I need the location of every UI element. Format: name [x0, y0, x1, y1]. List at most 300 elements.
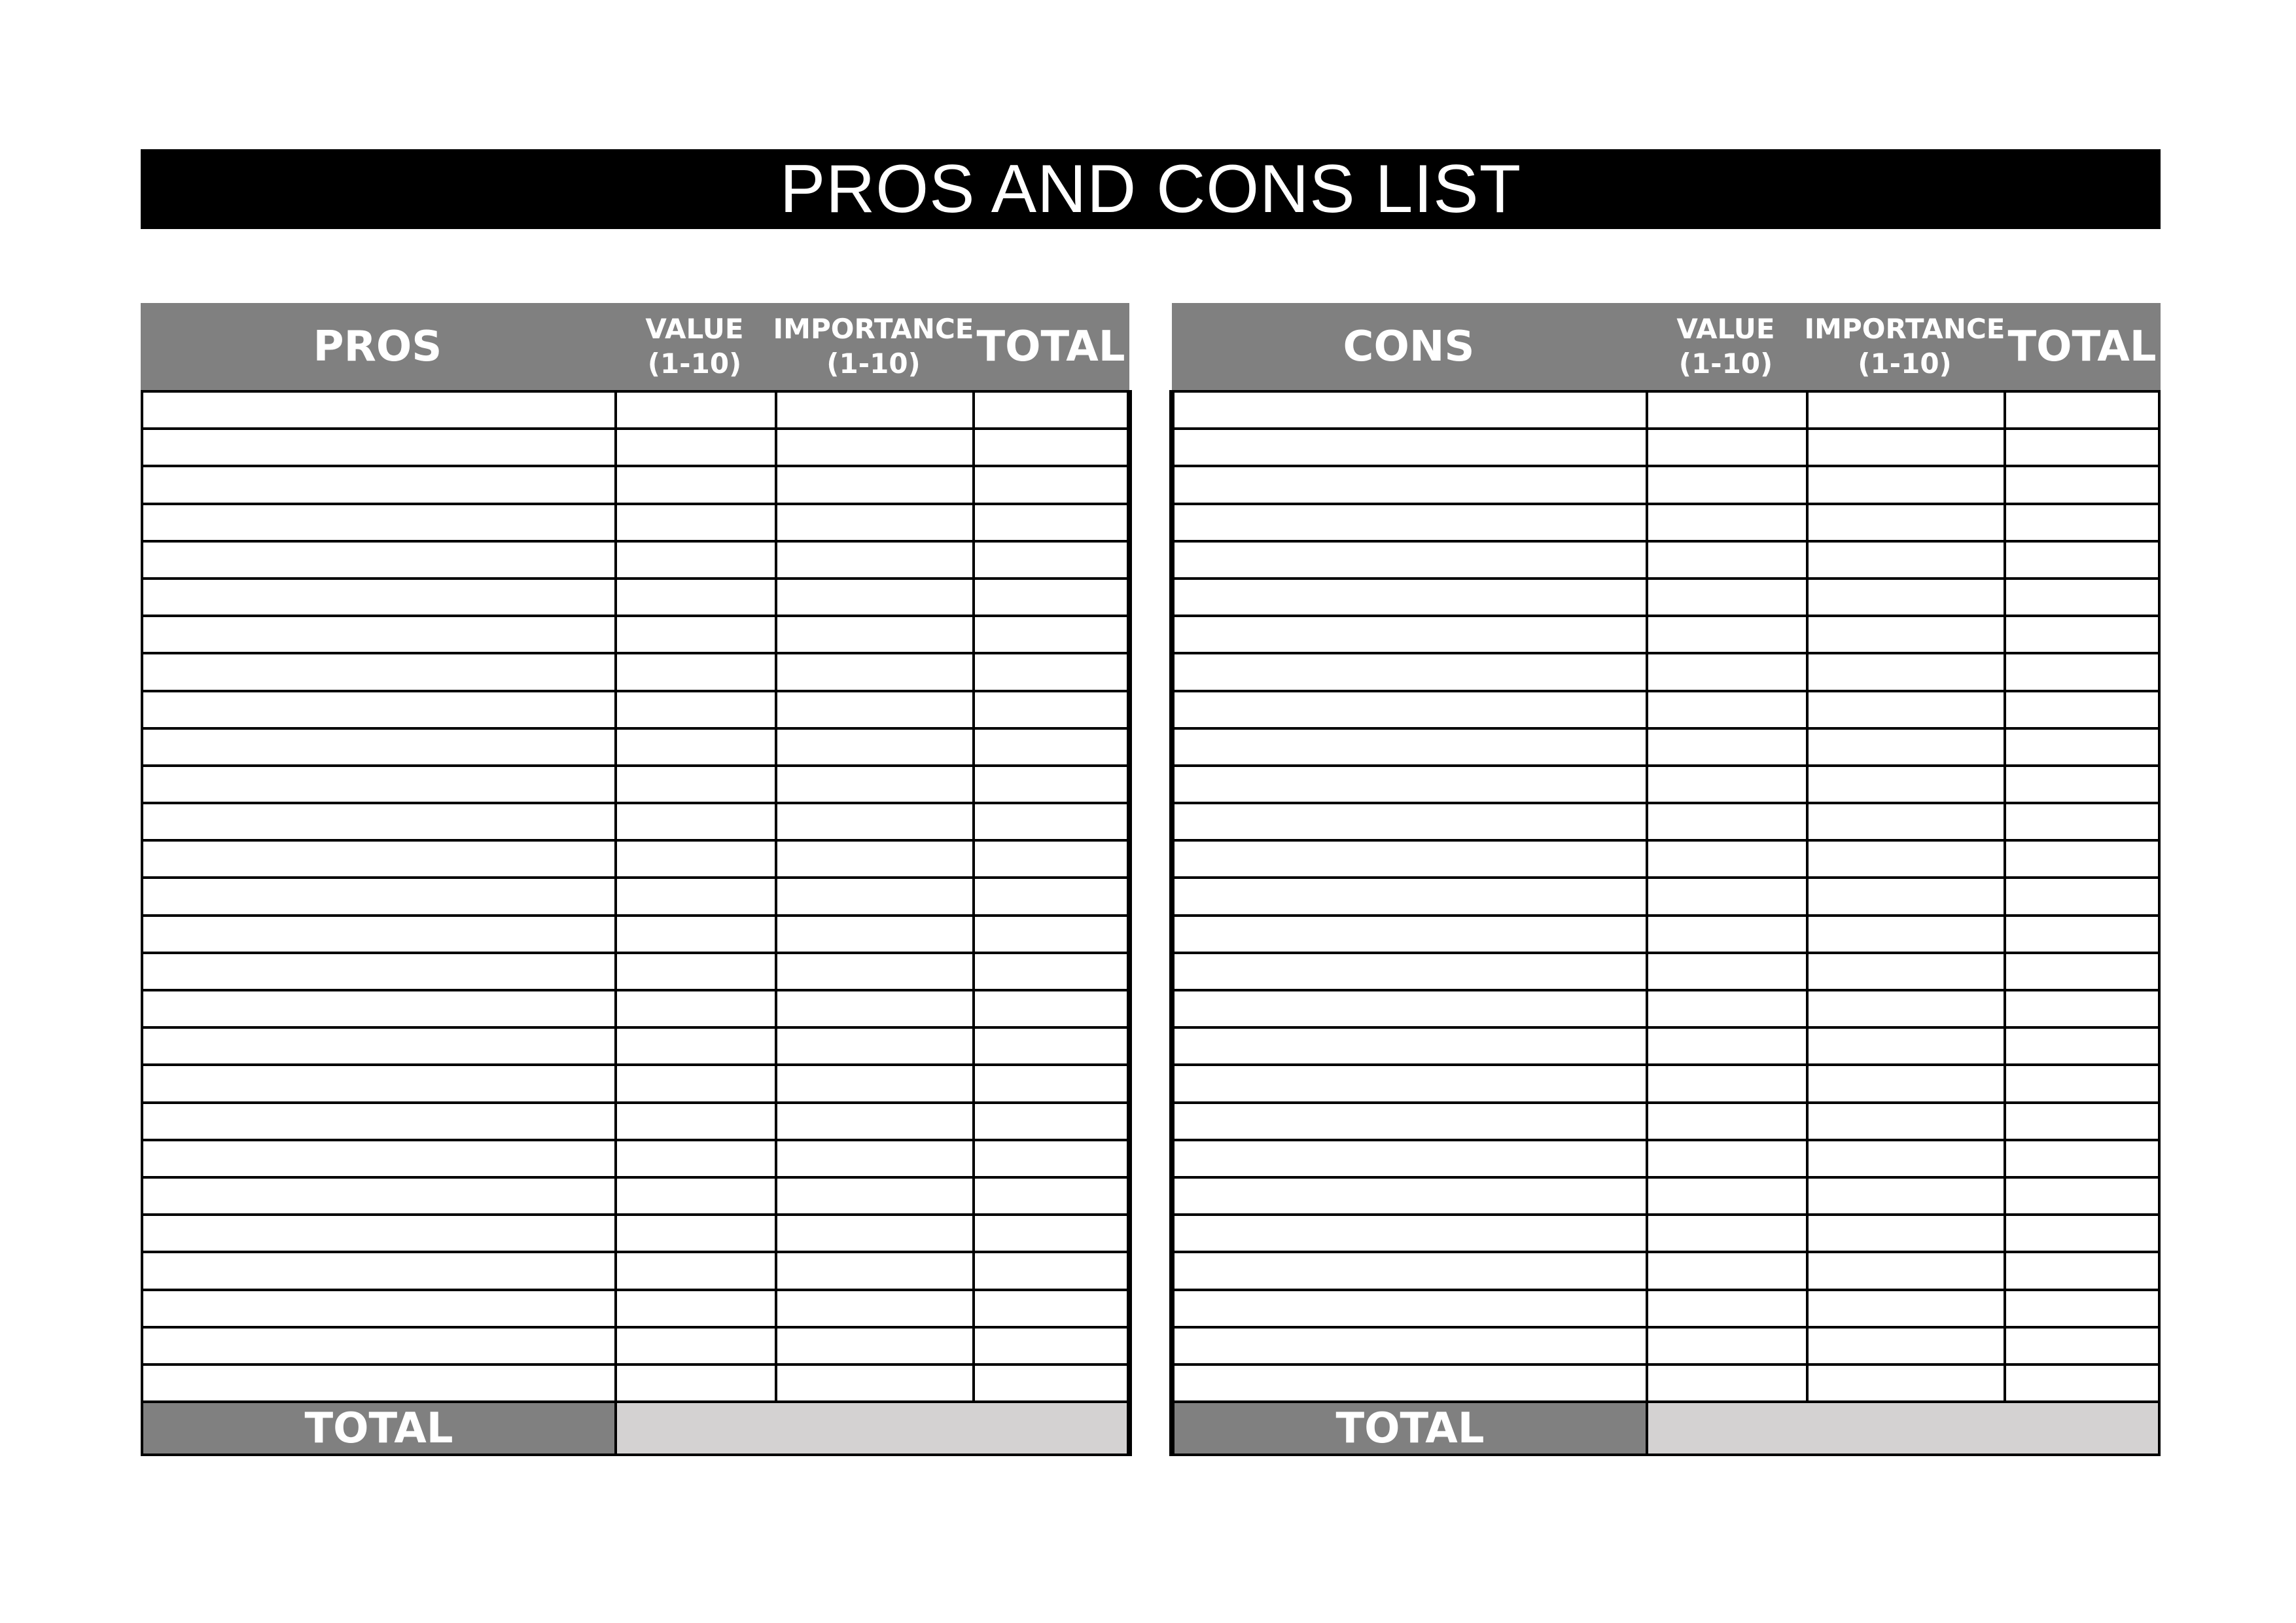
cons-value-label: VALUE	[1676, 313, 1775, 345]
cons-value-range: (1-10)	[1678, 347, 1773, 380]
cons-value-cell[interactable]	[1648, 1291, 1809, 1326]
cons-table-row	[1174, 654, 2158, 692]
cons-table-row	[1174, 1066, 2158, 1103]
pros-total-cell[interactable]	[975, 654, 1127, 689]
pros-value-cell[interactable]	[617, 767, 777, 802]
pros-table-row	[143, 1291, 1127, 1329]
pros-total-cell[interactable]	[975, 991, 1127, 1026]
cons-importance-cell[interactable]	[1809, 1029, 2006, 1063]
pros-table-row	[143, 1179, 1127, 1216]
cons-value-cell[interactable]	[1648, 1329, 1809, 1363]
pros-importance-cell[interactable]	[777, 991, 975, 1026]
cons-total-cell[interactable]	[2006, 1179, 2158, 1213]
pros-total-cell[interactable]	[975, 1179, 1127, 1213]
pros-item-cell[interactable]	[143, 1029, 617, 1063]
cons-value-cell[interactable]	[1648, 543, 1809, 577]
pros-importance-range: (1-10)	[826, 347, 921, 380]
cons-total-label: TOTAL	[1174, 1403, 1648, 1454]
cons-value-cell[interactable]	[1648, 879, 1809, 914]
pros-value-cell[interactable]	[617, 1029, 777, 1063]
cons-table-row	[1174, 730, 2158, 767]
cons-importance-cell[interactable]	[1809, 804, 2006, 839]
pros-panel	[141, 303, 1129, 1456]
cons-table-row	[1174, 1141, 2158, 1179]
pros-total-row	[141, 1400, 1129, 1456]
cons-label: CONS	[1343, 322, 1475, 371]
pros-item-cell[interactable]	[143, 991, 617, 1026]
cons-value-cell[interactable]	[1648, 654, 1809, 689]
cons-total-cell[interactable]	[2006, 842, 2158, 876]
pros-table-row	[143, 467, 1127, 505]
pros-importance-cell[interactable]	[777, 1104, 975, 1139]
pros-total-cell[interactable]	[975, 917, 1127, 952]
cons-importance-cell[interactable]	[1809, 1104, 2006, 1139]
cons-importance-cell[interactable]	[1809, 1291, 2006, 1326]
cons-importance-cell[interactable]	[1809, 617, 2006, 652]
cons-table-row	[1174, 804, 2158, 842]
pros-importance-cell[interactable]	[777, 654, 975, 689]
pros-value-cell[interactable]	[617, 991, 777, 1026]
pros-grid	[141, 390, 1129, 1403]
pros-value-cell[interactable]	[617, 393, 777, 427]
cons-table-row	[1174, 1029, 2158, 1066]
cons-total-cell[interactable]	[2006, 917, 2158, 952]
cons-item-cell[interactable]	[1174, 917, 1648, 952]
pros-total-column-label: TOTAL	[976, 322, 1125, 371]
cons-total-cell[interactable]	[2006, 1141, 2158, 1176]
pros-item-cell[interactable]	[143, 543, 617, 577]
cons-importance-cell[interactable]	[1809, 430, 2006, 465]
cons-value-cell[interactable]	[1648, 580, 1809, 615]
pros-table-row	[143, 430, 1127, 467]
pros-value-cell[interactable]	[617, 1291, 777, 1326]
page-title: PROS AND CONS LIST	[141, 149, 2161, 229]
pros-item-cell[interactable]	[143, 1216, 617, 1251]
pros-table-row	[143, 1029, 1127, 1066]
cons-value-cell[interactable]	[1648, 1066, 1809, 1101]
cons-item-cell[interactable]	[1174, 1291, 1648, 1326]
pros-importance-cell[interactable]	[777, 1329, 975, 1363]
pros-item-cell[interactable]	[143, 1141, 617, 1176]
pros-value-cell[interactable]	[617, 1366, 777, 1400]
pros-table-row	[143, 917, 1127, 954]
cons-table-row	[1174, 767, 2158, 804]
cons-value-cell[interactable]	[1648, 804, 1809, 839]
cons-total-cell[interactable]	[2006, 804, 2158, 839]
pros-total-cell[interactable]	[975, 692, 1127, 727]
cons-item-cell[interactable]	[1174, 730, 1648, 764]
pros-importance-cell[interactable]	[777, 879, 975, 914]
cons-total-cell[interactable]	[2006, 879, 2158, 914]
cons-table-row	[1174, 543, 2158, 580]
pros-importance-cell[interactable]	[777, 692, 975, 727]
pros-item-cell[interactable]	[143, 1291, 617, 1326]
cons-importance-cell[interactable]	[1809, 1366, 2006, 1400]
cons-value-column-header	[1646, 303, 1806, 390]
pros-total-cell[interactable]	[975, 879, 1127, 914]
pros-total-cell[interactable]	[975, 842, 1127, 876]
pros-importance-cell[interactable]	[777, 1366, 975, 1400]
cons-table-row	[1174, 879, 2158, 916]
pros-value-cell[interactable]	[617, 730, 777, 764]
pros-total-cell[interactable]	[975, 617, 1127, 652]
pros-table-row	[143, 1366, 1127, 1400]
pros-total-cell[interactable]	[975, 393, 1127, 427]
pros-importance-cell[interactable]	[777, 730, 975, 764]
pros-total-cell[interactable]	[975, 1066, 1127, 1101]
cons-importance-cell[interactable]	[1809, 767, 2006, 802]
cons-item-cell[interactable]	[1174, 1141, 1648, 1176]
cons-total-cell[interactable]	[2006, 1029, 2158, 1063]
pros-item-cell[interactable]	[143, 842, 617, 876]
pros-table-row	[143, 879, 1127, 916]
pros-table-row	[143, 1066, 1127, 1103]
cons-panel	[1172, 303, 2161, 1456]
cons-total-row	[1172, 1400, 2161, 1456]
pros-item-cell[interactable]	[143, 767, 617, 802]
pros-table-row	[143, 543, 1127, 580]
cons-value-cell[interactable]	[1648, 991, 1809, 1026]
pros-value-cell[interactable]	[617, 1066, 777, 1101]
cons-table-row	[1174, 1253, 2158, 1291]
cons-value-cell[interactable]	[1648, 1179, 1809, 1213]
cons-total-cell[interactable]	[2006, 954, 2158, 989]
cons-value-cell[interactable]	[1648, 393, 1809, 427]
cons-importance-label: IMPORTANCE	[1804, 313, 2005, 345]
cons-importance-cell[interactable]	[1809, 954, 2006, 989]
pros-table-row	[143, 393, 1127, 430]
cons-total-cell[interactable]	[2006, 1366, 2158, 1400]
pros-value-cell[interactable]	[617, 1179, 777, 1213]
cons-item-cell[interactable]	[1174, 767, 1648, 802]
cons-item-cell[interactable]	[1174, 842, 1648, 876]
cons-item-cell[interactable]	[1174, 430, 1648, 465]
pros-item-cell[interactable]	[143, 617, 617, 652]
cons-table-row	[1174, 1329, 2158, 1366]
pros-table-row	[143, 617, 1127, 654]
cons-importance-cell[interactable]	[1809, 1329, 2006, 1363]
cons-value-cell[interactable]	[1648, 917, 1809, 952]
cons-item-cell[interactable]	[1174, 1104, 1648, 1139]
cons-value-cell[interactable]	[1648, 1366, 1809, 1400]
cons-importance-cell[interactable]	[1809, 842, 2006, 876]
pros-table-row	[143, 804, 1127, 842]
cons-total-column-label: TOTAL	[2007, 322, 2157, 371]
cons-item-cell[interactable]	[1174, 804, 1648, 839]
cons-item-cell[interactable]	[1174, 1216, 1648, 1251]
pros-importance-cell[interactable]	[777, 1066, 975, 1101]
cons-importance-cell[interactable]	[1809, 1066, 2006, 1101]
pros-importance-cell[interactable]	[777, 543, 975, 577]
cons-value-cell[interactable]	[1648, 505, 1809, 540]
cons-total-column-header	[2004, 303, 2161, 390]
cons-item-cell[interactable]	[1174, 393, 1648, 427]
cons-table-row	[1174, 617, 2158, 654]
pros-value-cell[interactable]	[617, 467, 777, 502]
cons-item-cell[interactable]	[1174, 654, 1648, 689]
cons-total-cell[interactable]	[2006, 1104, 2158, 1139]
cons-total-cell[interactable]	[2006, 1329, 2158, 1363]
pros-value-cell[interactable]	[617, 1329, 777, 1363]
pros-importance-cell[interactable]	[777, 617, 975, 652]
pros-total-value-cell[interactable]	[617, 1403, 1127, 1454]
pros-importance-cell[interactable]	[777, 1029, 975, 1063]
cons-table-row	[1174, 1216, 2158, 1253]
pros-item-cell[interactable]	[143, 654, 617, 689]
cons-table-row	[1174, 393, 2158, 430]
pros-importance-label: IMPORTANCE	[773, 313, 974, 345]
cons-value-cell[interactable]	[1648, 1029, 1809, 1063]
cons-importance-column-header	[1806, 303, 2004, 390]
pros-table-row	[143, 505, 1127, 543]
pros-importance-cell[interactable]	[777, 767, 975, 802]
pros-importance-cell[interactable]	[777, 580, 975, 615]
cons-item-cell[interactable]	[1174, 617, 1648, 652]
pros-total-cell[interactable]	[975, 767, 1127, 802]
pros-table-row	[143, 730, 1127, 767]
cons-item-cell[interactable]	[1174, 1329, 1648, 1363]
cons-total-cell[interactable]	[2006, 543, 2158, 577]
pros-total-cell[interactable]	[975, 804, 1127, 839]
pros-table-row	[143, 654, 1127, 692]
pros-total-cell[interactable]	[975, 430, 1127, 465]
pros-item-cell[interactable]	[143, 692, 617, 727]
cons-value-cell[interactable]	[1648, 730, 1809, 764]
cons-total-cell[interactable]	[2006, 991, 2158, 1026]
pros-item-cell[interactable]	[143, 804, 617, 839]
pros-value-cell[interactable]	[617, 543, 777, 577]
pros-total-cell[interactable]	[975, 1141, 1127, 1176]
cons-table-row	[1174, 1291, 2158, 1329]
center-divider	[1129, 390, 1172, 1456]
pros-item-cell[interactable]	[143, 730, 617, 764]
pros-item-cell[interactable]	[143, 879, 617, 914]
pros-value-cell[interactable]	[617, 654, 777, 689]
cons-item-cell[interactable]	[1174, 879, 1648, 914]
pros-table-row	[143, 1216, 1127, 1253]
cons-item-cell[interactable]	[1174, 692, 1648, 727]
cons-importance-range: (1-10)	[1858, 347, 1952, 380]
cons-total-cell[interactable]	[2006, 654, 2158, 689]
pros-value-cell[interactable]	[617, 580, 777, 615]
pros-importance-cell[interactable]	[777, 1179, 975, 1213]
cons-total-cell[interactable]	[2006, 730, 2158, 764]
pros-table-row	[143, 767, 1127, 804]
cons-item-cell[interactable]	[1174, 1179, 1648, 1213]
pros-total-cell[interactable]	[975, 730, 1127, 764]
cons-value-cell[interactable]	[1648, 1141, 1809, 1176]
cons-item-cell[interactable]	[1174, 543, 1648, 577]
cons-total-cell[interactable]	[2006, 430, 2158, 465]
cons-value-cell[interactable]	[1648, 1216, 1809, 1251]
cons-item-cell[interactable]	[1174, 1253, 1648, 1288]
cons-importance-cell[interactable]	[1809, 1216, 2006, 1251]
pros-item-cell[interactable]	[143, 580, 617, 615]
cons-total-cell[interactable]	[2006, 393, 2158, 427]
pros-importance-cell[interactable]	[777, 842, 975, 876]
cons-table-row	[1174, 917, 2158, 954]
pros-importance-cell[interactable]	[777, 1216, 975, 1251]
pros-header	[141, 303, 1129, 390]
pros-item-cell[interactable]	[143, 917, 617, 952]
cons-total-cell[interactable]	[2006, 617, 2158, 652]
cons-column-header	[1172, 303, 1646, 390]
pros-table-row	[143, 1104, 1127, 1141]
pros-importance-cell[interactable]	[777, 954, 975, 989]
cons-total-cell[interactable]	[2006, 1253, 2158, 1288]
pros-table-row	[143, 842, 1127, 879]
cons-item-cell[interactable]	[1174, 1029, 1648, 1063]
cons-importance-cell[interactable]	[1809, 1253, 2006, 1288]
pros-importance-cell[interactable]	[777, 804, 975, 839]
pros-value-cell[interactable]	[617, 430, 777, 465]
pros-item-cell[interactable]	[143, 430, 617, 465]
cons-item-cell[interactable]	[1174, 505, 1648, 540]
pros-total-cell[interactable]	[975, 1366, 1127, 1400]
cons-table-row	[1174, 842, 2158, 879]
pros-table-row	[143, 1253, 1127, 1291]
cons-importance-cell[interactable]	[1809, 505, 2006, 540]
pros-total-cell[interactable]	[975, 505, 1127, 540]
pros-importance-cell[interactable]	[777, 1253, 975, 1288]
pros-total-cell[interactable]	[975, 1216, 1127, 1251]
cons-value-cell[interactable]	[1648, 767, 1809, 802]
pros-item-cell[interactable]	[143, 1366, 617, 1400]
cons-item-cell[interactable]	[1174, 991, 1648, 1026]
cons-table-row	[1174, 430, 2158, 467]
pros-importance-cell[interactable]	[777, 467, 975, 502]
cons-total-cell[interactable]	[2006, 580, 2158, 615]
pros-importance-cell[interactable]	[777, 430, 975, 465]
cons-value-cell[interactable]	[1648, 1253, 1809, 1288]
pros-value-range: (1-10)	[647, 347, 742, 380]
pros-value-cell[interactable]	[617, 1141, 777, 1176]
pros-importance-column-header	[775, 303, 972, 390]
cons-total-cell[interactable]	[2006, 467, 2158, 502]
pros-value-cell[interactable]	[617, 804, 777, 839]
pros-table-row	[143, 954, 1127, 991]
cons-table-row	[1174, 1104, 2158, 1141]
cons-table-row	[1174, 954, 2158, 991]
pros-item-cell[interactable]	[143, 954, 617, 989]
pros-total-cell[interactable]	[975, 1291, 1127, 1326]
pros-total-cell[interactable]	[975, 1253, 1127, 1288]
pros-item-cell[interactable]	[143, 1179, 617, 1213]
cons-value-cell[interactable]	[1648, 1104, 1809, 1139]
pros-total-label: TOTAL	[143, 1403, 617, 1454]
cons-importance-cell[interactable]	[1809, 991, 2006, 1026]
pros-total-cell[interactable]	[975, 954, 1127, 989]
cons-table-row	[1174, 467, 2158, 505]
pros-total-column-header	[972, 303, 1129, 390]
pros-item-cell[interactable]	[143, 1104, 617, 1139]
pros-total-cell[interactable]	[975, 1029, 1127, 1063]
cons-table-row	[1174, 505, 2158, 543]
pros-importance-cell[interactable]	[777, 393, 975, 427]
cons-total-cell[interactable]	[2006, 1066, 2158, 1101]
cons-total-cell[interactable]	[2006, 1291, 2158, 1326]
cons-value-cell[interactable]	[1648, 692, 1809, 727]
cons-total-cell[interactable]	[2006, 767, 2158, 802]
cons-total-cell[interactable]	[2006, 1216, 2158, 1251]
pros-importance-cell[interactable]	[777, 505, 975, 540]
pros-value-cell[interactable]	[617, 1253, 777, 1288]
cons-importance-cell[interactable]	[1809, 879, 2006, 914]
pros-table-row	[143, 580, 1127, 617]
cons-importance-cell[interactable]	[1809, 1141, 2006, 1176]
cons-importance-cell[interactable]	[1809, 917, 2006, 952]
pros-importance-cell[interactable]	[777, 1141, 975, 1176]
pros-value-cell[interactable]	[617, 1104, 777, 1139]
cons-grid	[1172, 390, 2161, 1403]
pros-total-cell[interactable]	[975, 467, 1127, 502]
cons-importance-cell[interactable]	[1809, 1179, 2006, 1213]
pros-value-column-header	[614, 303, 775, 390]
pros-value-cell[interactable]	[617, 879, 777, 914]
cons-importance-cell[interactable]	[1809, 730, 2006, 764]
pros-table-row	[143, 692, 1127, 730]
pros-item-cell[interactable]	[143, 505, 617, 540]
cons-item-cell[interactable]	[1174, 954, 1648, 989]
pros-label: PROS	[313, 322, 442, 371]
pros-value-cell[interactable]	[617, 505, 777, 540]
pros-item-cell[interactable]	[143, 393, 617, 427]
cons-item-cell[interactable]	[1174, 580, 1648, 615]
cons-item-cell[interactable]	[1174, 467, 1648, 502]
pros-importance-cell[interactable]	[777, 917, 975, 952]
cons-total-cell[interactable]	[2006, 505, 2158, 540]
pros-value-cell[interactable]	[617, 1216, 777, 1251]
cons-table-row	[1174, 991, 2158, 1029]
cons-importance-cell[interactable]	[1809, 393, 2006, 427]
cons-item-cell[interactable]	[1174, 1066, 1648, 1101]
pros-column-header	[141, 303, 614, 390]
cons-header	[1172, 303, 2161, 390]
cons-table-row	[1174, 580, 2158, 617]
cons-importance-cell[interactable]	[1809, 692, 2006, 727]
pros-table-row	[143, 1141, 1127, 1179]
cons-importance-cell[interactable]	[1809, 467, 2006, 502]
cons-value-cell[interactable]	[1648, 617, 1809, 652]
pros-value-cell[interactable]	[617, 617, 777, 652]
pros-total-cell[interactable]	[975, 543, 1127, 577]
cons-importance-cell[interactable]	[1809, 654, 2006, 689]
pros-table-row	[143, 991, 1127, 1029]
cons-value-cell[interactable]	[1648, 954, 1809, 989]
pros-item-cell[interactable]	[143, 1329, 617, 1363]
pros-item-cell[interactable]	[143, 467, 617, 502]
pros-value-label: VALUE	[645, 313, 744, 345]
cons-value-cell[interactable]	[1648, 467, 1809, 502]
pros-item-cell[interactable]	[143, 1253, 617, 1288]
cons-total-value-cell[interactable]	[1648, 1403, 2158, 1454]
pros-total-cell[interactable]	[975, 1104, 1127, 1139]
cons-value-cell[interactable]	[1648, 430, 1809, 465]
pros-total-cell[interactable]	[975, 1329, 1127, 1363]
cons-total-cell[interactable]	[2006, 692, 2158, 727]
cons-item-cell[interactable]	[1174, 1366, 1648, 1400]
pros-value-cell[interactable]	[617, 842, 777, 876]
cons-importance-cell[interactable]	[1809, 543, 2006, 577]
pros-value-cell[interactable]	[617, 917, 777, 952]
pros-total-cell[interactable]	[975, 580, 1127, 615]
pros-value-cell[interactable]	[617, 954, 777, 989]
pros-importance-cell[interactable]	[777, 1291, 975, 1326]
cons-importance-cell[interactable]	[1809, 580, 2006, 615]
cons-value-cell[interactable]	[1648, 842, 1809, 876]
pros-value-cell[interactable]	[617, 692, 777, 727]
pros-item-cell[interactable]	[143, 1066, 617, 1101]
